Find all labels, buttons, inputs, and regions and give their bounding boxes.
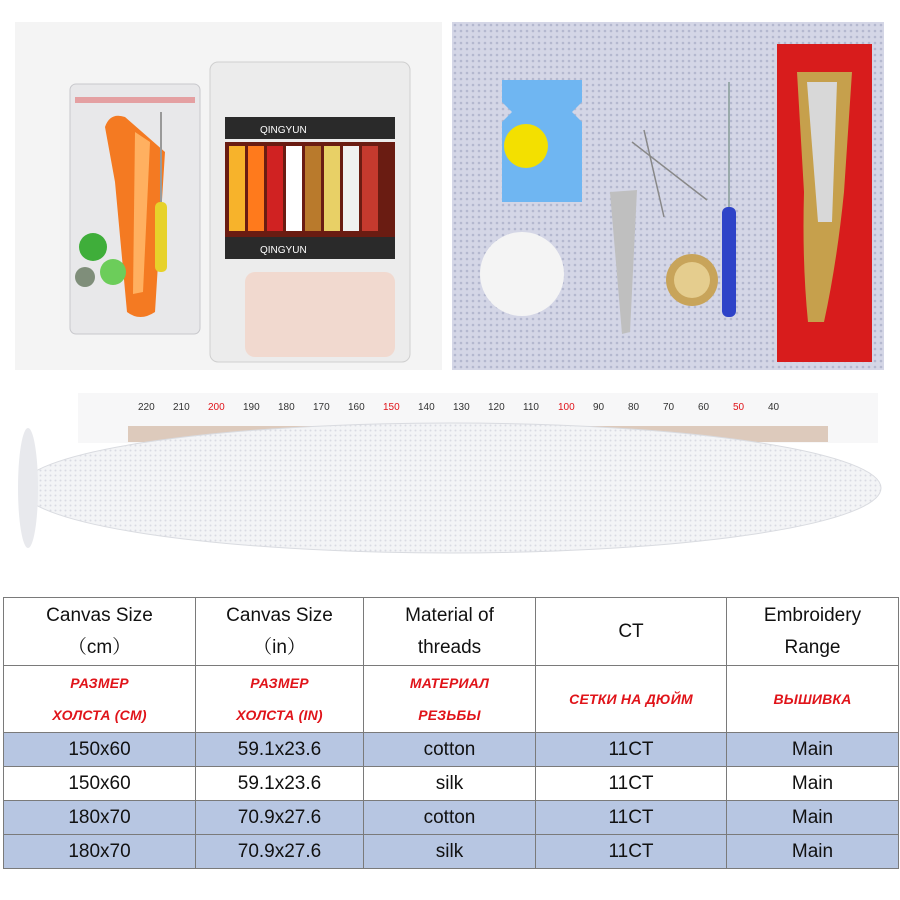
header-embroidery-range: Embroidery Range xyxy=(727,598,899,666)
rolled-canvas xyxy=(21,423,881,553)
svg-text:50: 50 xyxy=(733,402,745,413)
cell-size-in: 59.1x23.6 xyxy=(196,767,364,801)
tools-bag xyxy=(70,84,200,334)
seam-ripper xyxy=(722,207,736,317)
svg-text:170: 170 xyxy=(313,402,330,413)
svg-text:90: 90 xyxy=(593,402,605,413)
cell-range: Main xyxy=(727,733,899,767)
spec-table xyxy=(3,597,899,869)
cell-size-in: 59.1x23.6 xyxy=(196,733,364,767)
svg-text:80: 80 xyxy=(628,402,640,413)
svg-text:190: 190 xyxy=(243,402,260,413)
cell-ct: 11CT xyxy=(536,767,727,801)
cell-material: cotton xyxy=(364,801,536,835)
table-row xyxy=(4,733,899,767)
thread-puff xyxy=(480,232,564,316)
svg-text:140: 140 xyxy=(418,402,435,413)
russian-header-row xyxy=(4,666,899,733)
cell-size-cm: 150x60 xyxy=(4,733,196,767)
svg-text:210: 210 xyxy=(173,402,190,413)
svg-text:70: 70 xyxy=(663,402,675,413)
header-material: Material of threads xyxy=(364,598,536,666)
ru-header-canvas-size-cm: РАЗМЕР ХОЛСТА (СМ) xyxy=(4,666,196,733)
svg-text:40: 40 xyxy=(768,402,780,413)
ru-header-canvas-size-in: РАЗМЕР ХОЛСТА (IN) xyxy=(196,666,364,733)
svg-text:160: 160 xyxy=(348,402,365,413)
svg-text:QINGYUN: QINGYUN xyxy=(260,245,307,256)
svg-text:220: 220 xyxy=(138,402,155,413)
cell-ct: 11CT xyxy=(536,835,727,869)
cell-material: silk xyxy=(364,835,536,869)
svg-text:180: 180 xyxy=(278,402,295,413)
header-canvas-size-cm: Canvas Size （cm） xyxy=(4,598,196,666)
tools-photo xyxy=(452,22,884,370)
cell-range: Main xyxy=(727,767,899,801)
cell-size-cm: 180x70 xyxy=(4,801,196,835)
header-ct: CT xyxy=(536,598,727,666)
svg-text:200: 200 xyxy=(208,402,225,413)
cell-size-in: 70.9x27.6 xyxy=(196,835,364,869)
svg-text:120: 120 xyxy=(488,402,505,413)
cell-range: Main xyxy=(727,835,899,869)
kit-bags-photo xyxy=(15,22,442,370)
svg-text:100: 100 xyxy=(558,402,575,413)
svg-text:QINGYUN: QINGYUN xyxy=(260,125,307,136)
cell-ct: 11CT xyxy=(536,733,727,767)
cell-ct: 11CT xyxy=(536,801,727,835)
table-row xyxy=(4,767,899,801)
cell-size-in: 70.9x27.6 xyxy=(196,801,364,835)
svg-text:60: 60 xyxy=(698,402,710,413)
svg-text:110: 110 xyxy=(523,402,539,413)
svg-text:130: 130 xyxy=(453,402,470,413)
ru-header-embroidery: ВЫШИВКА xyxy=(727,666,899,733)
table-row xyxy=(4,835,899,869)
canvas-roll-photo xyxy=(18,388,884,566)
cell-material: silk xyxy=(364,767,536,801)
cell-size-cm: 150x60 xyxy=(4,767,196,801)
table-header-row xyxy=(4,598,899,666)
cell-size-cm: 180x70 xyxy=(4,835,196,869)
ru-header-material: МАТЕРИАЛ РЕЗЬБЫ xyxy=(364,666,536,733)
floss-bag xyxy=(210,62,410,362)
ru-header-ct: СЕТКИ НА ДЮЙМ xyxy=(536,666,727,733)
svg-text:150: 150 xyxy=(383,402,400,413)
cell-range: Main xyxy=(727,801,899,835)
pom-pom xyxy=(504,124,548,168)
cell-material: cotton xyxy=(364,733,536,767)
header-canvas-size-in: Canvas Size （in） xyxy=(196,598,364,666)
table-row xyxy=(4,801,899,835)
